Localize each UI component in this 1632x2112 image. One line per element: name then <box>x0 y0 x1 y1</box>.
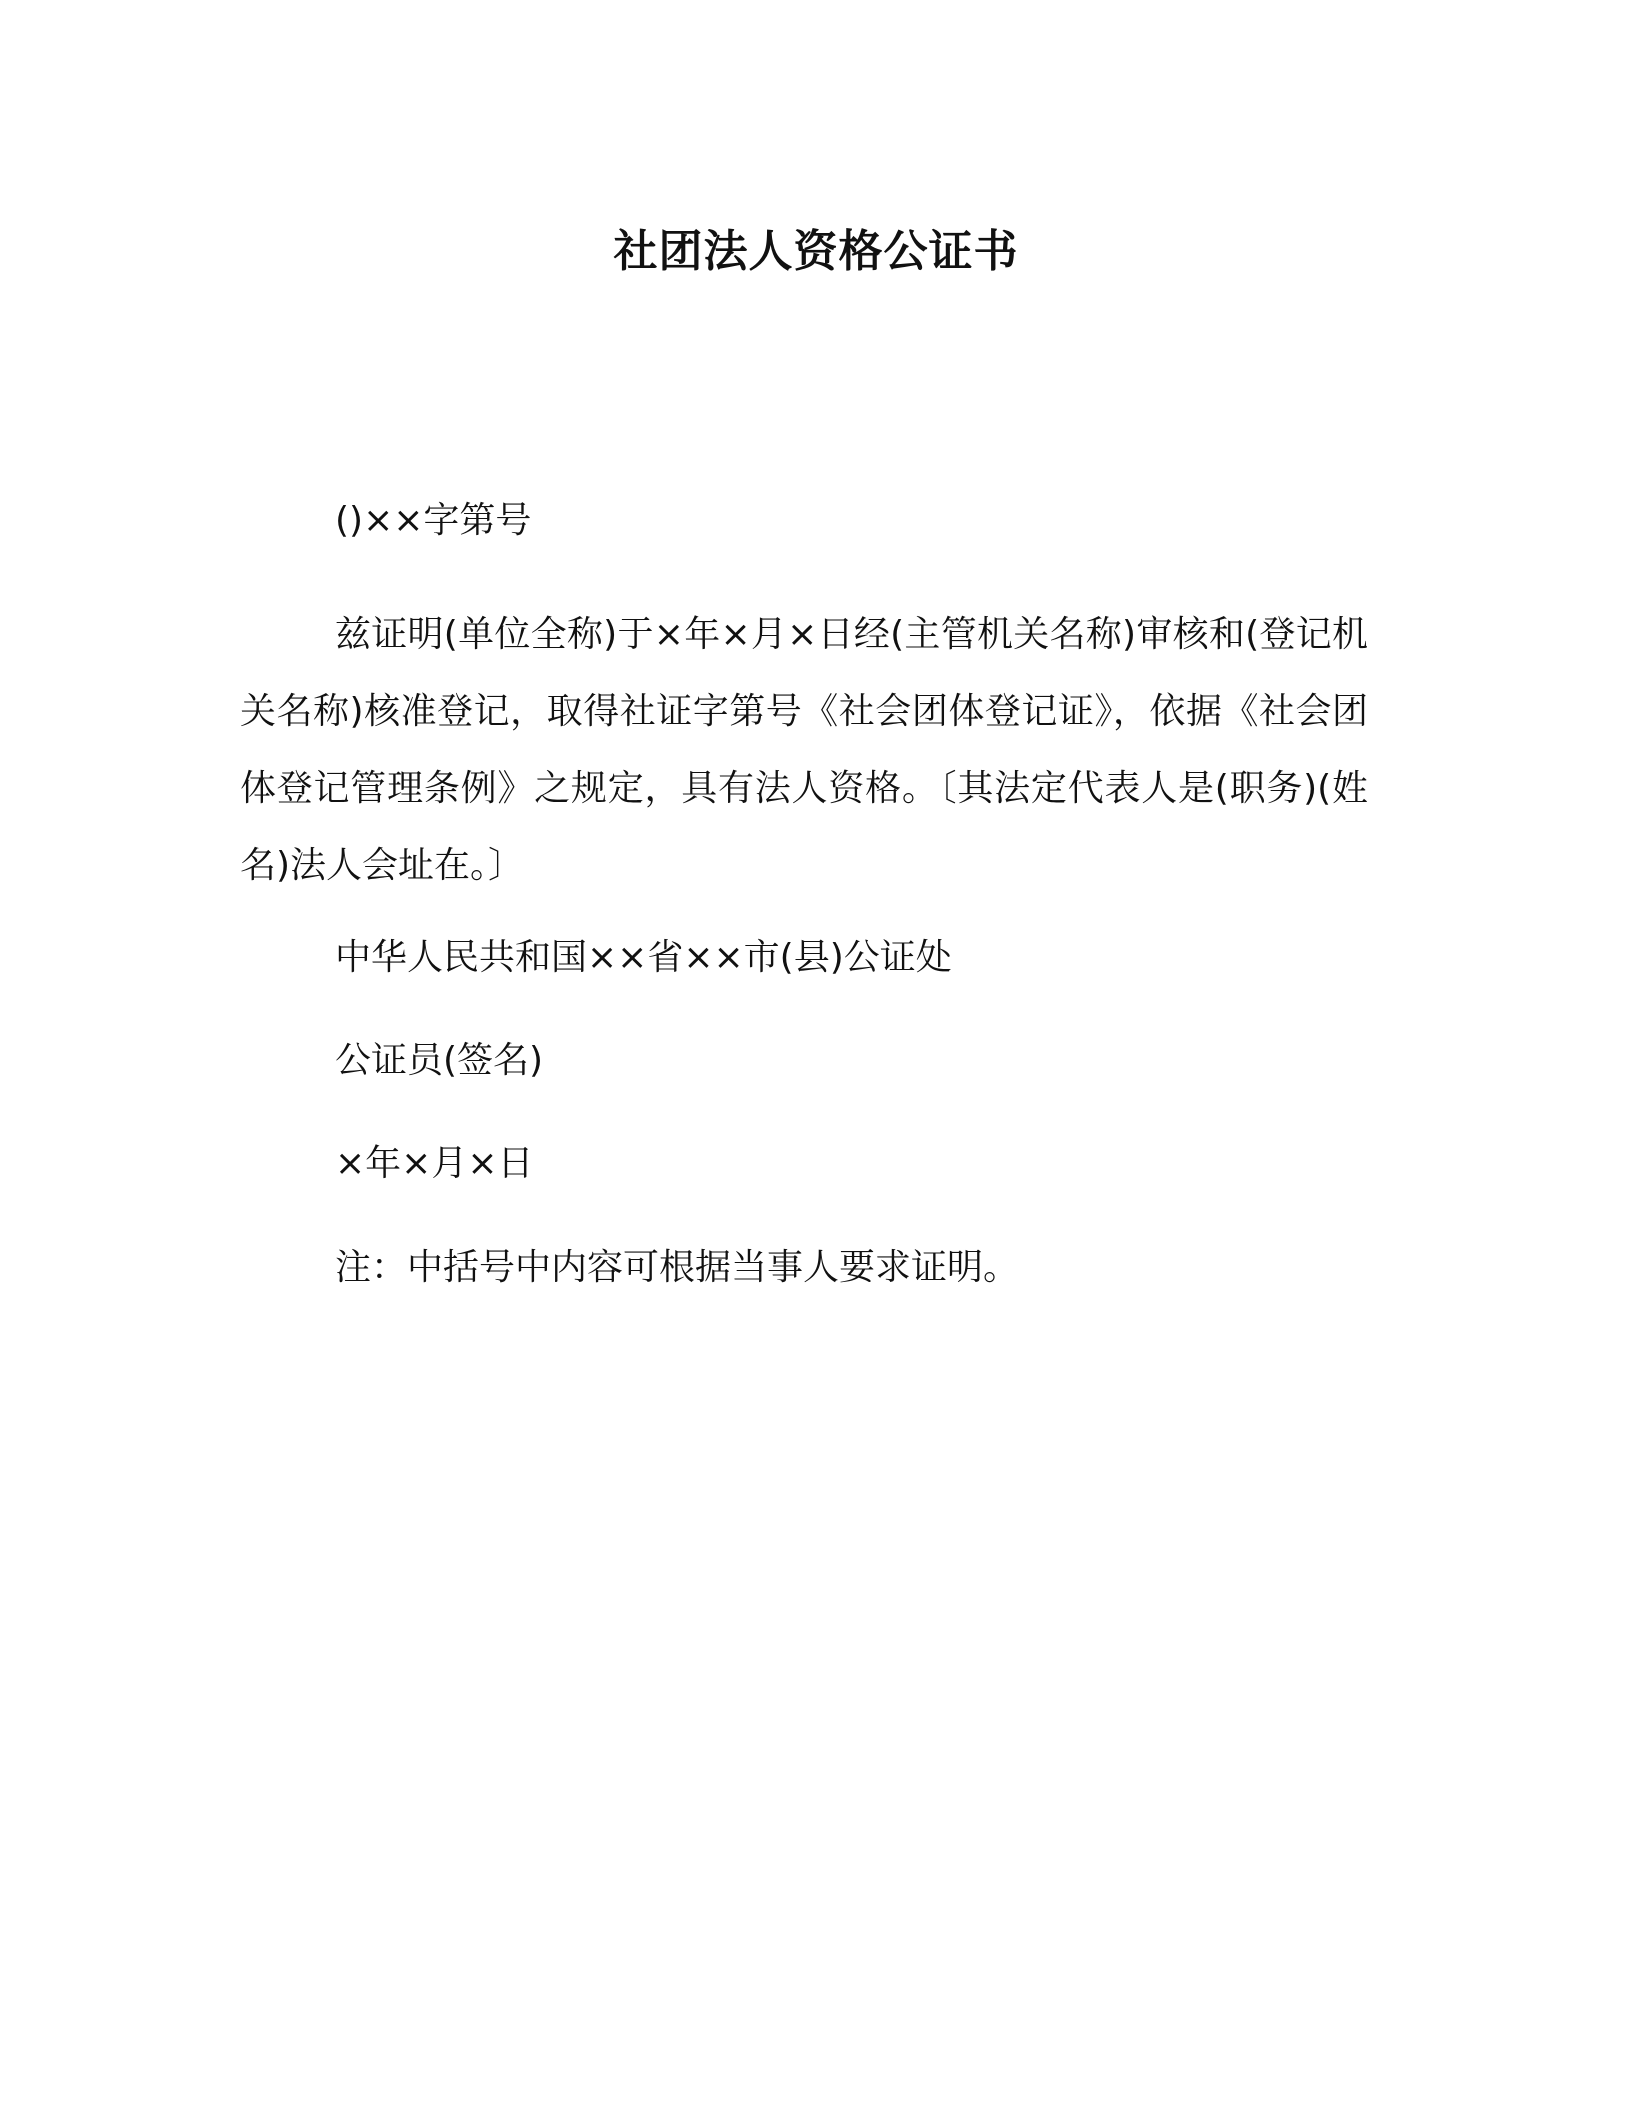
notary-office: 中华人民共和国××省××市(县)公证处 <box>335 937 952 978</box>
document-number: ()××字第号 <box>335 500 532 541</box>
document-note: 注：中括号中内容可根据当事人要求证明。 <box>335 1247 1020 1288</box>
certification-body: 兹证明(单位全称)于×年×月×日经(主管机关名称)审核和(登记机关名称)核准登记，取得社证字第号《社会团体登记证》，依据《社会团体登记管理条例》之规定，具有法人资格。〔其法定代表人是(职务)(姓名)法人会址在。〕 <box>240 614 1368 886</box>
notary-signature-line: 公证员(签名) <box>335 1040 544 1081</box>
document-date: ×年×月×日 <box>335 1143 534 1184</box>
document-title: 社团法人资格公证书 <box>613 226 1019 277</box>
